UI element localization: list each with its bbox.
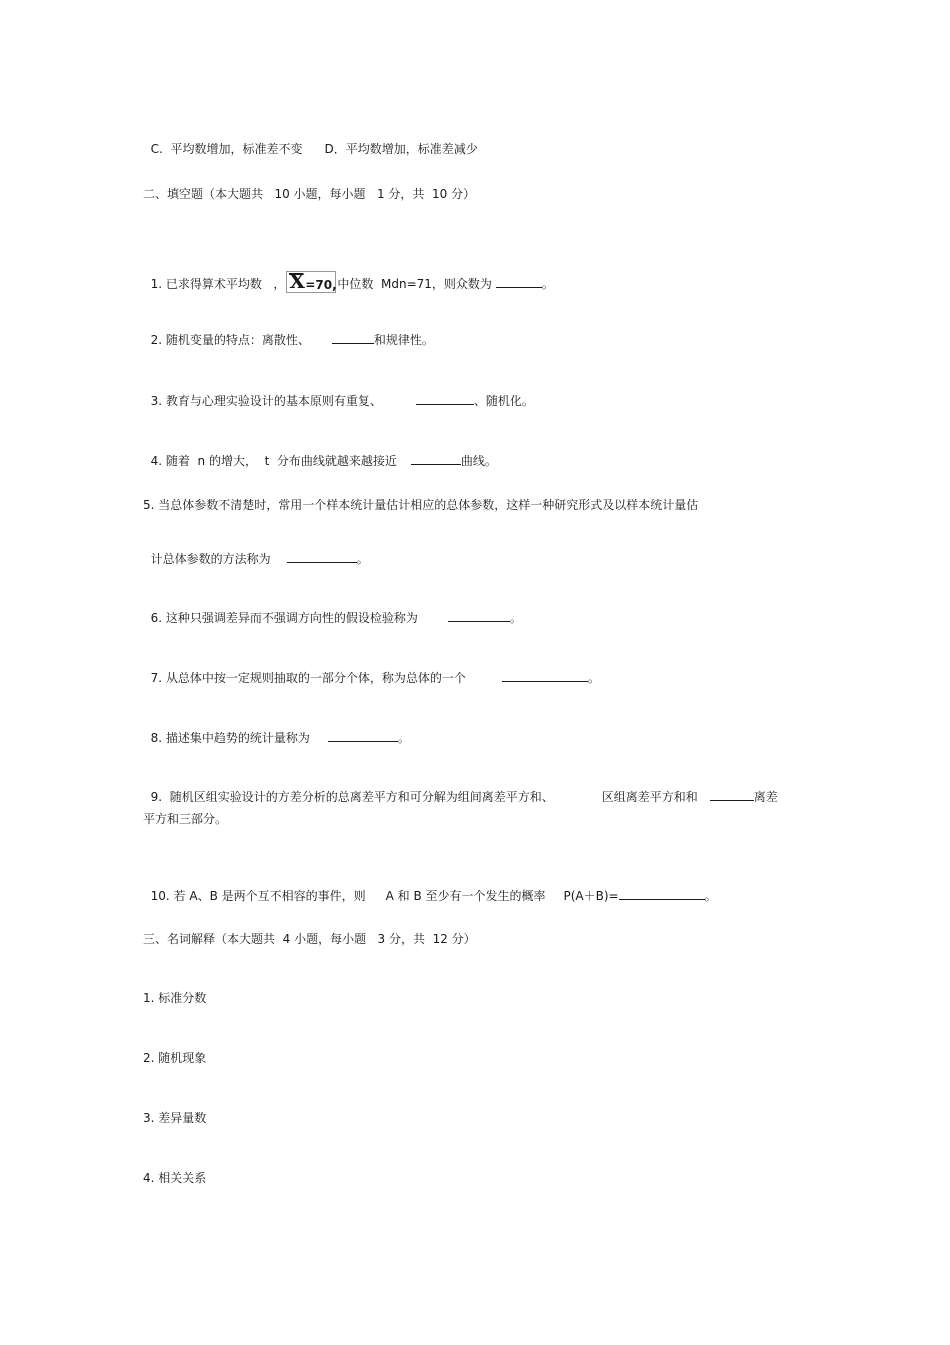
q8-text: 8. 描述集中趋势的统计量称为 bbox=[150, 731, 310, 745]
question-9-line-2: 平方和三部分。 bbox=[143, 812, 228, 826]
q10-mid: A 和 B 至少有一个发生的概率 bbox=[385, 889, 546, 903]
q10-text: 10. 若 A、B 是两个互不相容的事件，则 bbox=[150, 889, 366, 903]
q4-blank bbox=[411, 453, 461, 465]
q10-formula: P(A＋B)= bbox=[563, 889, 619, 903]
xbar-symbol: X bbox=[289, 269, 305, 293]
q8-blank bbox=[328, 730, 398, 742]
q5-end: 。 bbox=[356, 552, 369, 566]
question-1 bbox=[143, 255, 554, 293]
question-6 bbox=[143, 594, 522, 626]
question-2 bbox=[143, 316, 434, 348]
q5-text: 计总体参数的方法称为 bbox=[150, 552, 271, 566]
option-c: C. 平均数增加，标准差不变 bbox=[150, 142, 303, 156]
question-7 bbox=[143, 654, 600, 686]
q4-text: 4. 随着 n 的增大， t 分布曲线就越来越接近 bbox=[150, 454, 397, 468]
q8-end: 。 bbox=[397, 731, 410, 745]
q7-text: 7. 从总体中按一定规则抽取的一部分个体，称为总体的一个 bbox=[150, 671, 466, 685]
q5-blank bbox=[287, 551, 357, 563]
question-10 bbox=[143, 872, 717, 904]
q3-end: 、随机化。 bbox=[473, 394, 534, 408]
q10-blank bbox=[619, 888, 705, 900]
q1-blank bbox=[496, 276, 542, 288]
q6-text: 6. 这种只强调差异而不强调方向性的假设检验称为 bbox=[150, 611, 418, 625]
q6-end: 。 bbox=[509, 611, 522, 625]
section-heading-fill-in: 二、填空题（本大题共 10 小题，每小题 1 分，共 10 分） bbox=[143, 187, 476, 201]
q10-end: 。 bbox=[704, 889, 717, 903]
q2-blank bbox=[332, 332, 374, 344]
term-3: 3. 差异量数 bbox=[143, 1111, 207, 1125]
section-heading-terms: 三、名词解释（本大题共 4 小题，每小题 3 分，共 12 分） bbox=[143, 932, 476, 946]
q6-blank bbox=[448, 610, 510, 622]
q2-text: 2. 随机变量的特点：离散性、 bbox=[150, 333, 310, 347]
xbar-value: =70, bbox=[305, 278, 337, 292]
q3-text: 3. 教育与心理实验设计的基本原则有重复、 bbox=[150, 394, 382, 408]
q2-end: 和规律性。 bbox=[373, 333, 434, 347]
q1-end: 。 bbox=[541, 277, 554, 291]
term-1: 1. 标准分数 bbox=[143, 991, 207, 1005]
q9-blank bbox=[710, 789, 754, 801]
q9-end: 离差 bbox=[753, 790, 778, 804]
q3-blank bbox=[416, 393, 474, 405]
question-5-line-2 bbox=[143, 535, 369, 567]
q1-mid: 中位数 Mdn=71，则众数为 bbox=[337, 277, 496, 291]
question-3 bbox=[143, 377, 534, 409]
q9-text: 9. 随机区组实验设计的方差分析的总离差平方和可分解为组间离差平方和、 bbox=[150, 790, 554, 804]
question-9-line-1 bbox=[143, 773, 778, 805]
option-d: D．平均数增加，标准差减少 bbox=[324, 142, 478, 156]
question-4 bbox=[143, 437, 497, 469]
mean-formula-image bbox=[286, 271, 336, 293]
question-5-line-1: 5. 当总体参数不清楚时，常用一个样本统计量估计相应的总体参数，这样一种研究形式及以样本统计量估 bbox=[143, 498, 699, 512]
q7-end: 。 bbox=[587, 671, 600, 685]
q1-text: 1. 已求得算术平均数 ， bbox=[150, 277, 286, 291]
q4-end: 曲线。 bbox=[460, 454, 497, 468]
term-2: 2. 随机现象 bbox=[143, 1051, 207, 1065]
option-c-d-line bbox=[143, 125, 478, 157]
question-8 bbox=[143, 714, 410, 746]
term-4: 4. 相关关系 bbox=[143, 1171, 207, 1185]
q7-blank bbox=[502, 670, 588, 682]
q9-mid: 区组离差平方和和 bbox=[601, 790, 698, 804]
